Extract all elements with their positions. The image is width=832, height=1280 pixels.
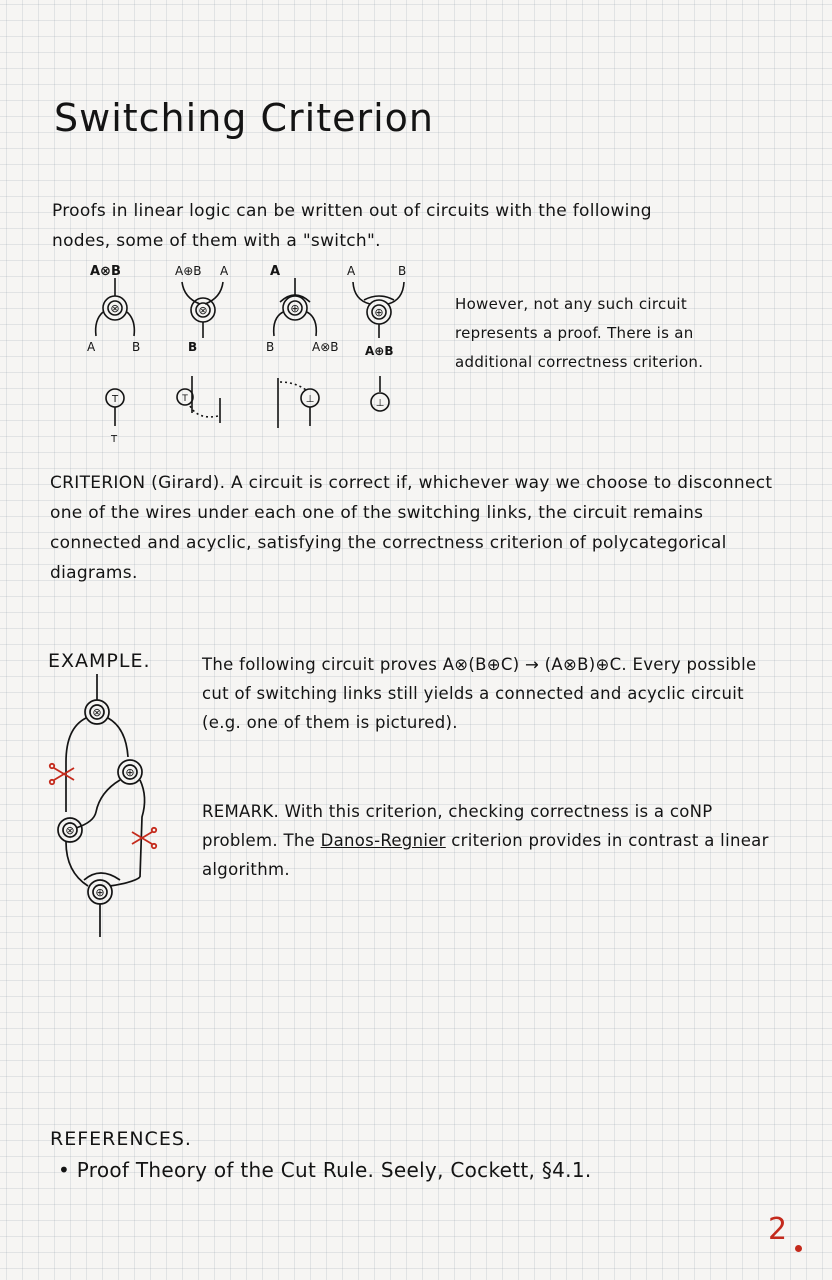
- node-diagrams: [70, 258, 440, 448]
- node-label: B: [398, 264, 407, 278]
- however-note: However, not any such circuit represents a proof. There is an additional correctness criterion.: [455, 295, 704, 371]
- plus-icon: ⊕: [125, 766, 135, 779]
- node-label: A: [347, 264, 356, 278]
- reference-item: • Proof Theory of the Cut Rule. Seely, Cockett, §4.1.: [58, 1158, 592, 1182]
- tensor-icon: ⊗: [65, 824, 75, 837]
- example-circuit: [40, 662, 170, 942]
- tensor-icon: ⊗: [92, 706, 102, 719]
- page-title: Switching Criterion: [54, 96, 434, 140]
- plus-switch-node-diagram: [347, 264, 406, 358]
- bottom-unit-switch-node: [278, 378, 319, 428]
- remark-text-end: criterion provides in contrast a linear algorithm.: [202, 831, 769, 879]
- tensor-icon: ⊗: [198, 304, 208, 317]
- node-label: A: [87, 340, 96, 354]
- node-label: A: [270, 264, 281, 279]
- node-label: A⊗B: [90, 264, 121, 279]
- bottom-icon: ⊥: [305, 394, 315, 405]
- plus-icon: ⊕: [95, 886, 105, 899]
- remark-paragraph: [202, 797, 772, 884]
- node-label: A⊗B: [312, 340, 339, 354]
- cut-mark: [132, 828, 156, 848]
- plus-icon: ⊕: [290, 302, 300, 315]
- plus-icon: ⊕: [374, 306, 384, 319]
- top-icon: T: [182, 394, 188, 404]
- bottom-icon: ⊥: [375, 398, 385, 409]
- danos-regnier-link: Danos-Regnier: [320, 831, 446, 850]
- tensor-icon: ⊗: [110, 302, 120, 315]
- top-icon: T: [111, 394, 119, 405]
- example-text: The following circuit proves A⊗(B⊕C) → (A⊗B)⊕C. Every possible cut of switching links still yields a connected and acyclic circuit (e.g. one of them is pictured).: [202, 655, 757, 732]
- page-number: 2: [768, 1212, 788, 1247]
- intro-paragraph: Proofs in linear logic can be written out of circuits with the following nodes, some of them with a "switch".: [52, 201, 652, 251]
- top-unit-node: [106, 389, 124, 445]
- remark-text: REMARK. With this criterion, checking correctness is a coNP problem. The: [202, 802, 713, 850]
- top-unit-switch-node: [177, 376, 220, 423]
- references-label: REFERENCES.: [50, 1128, 192, 1150]
- node-label: B: [132, 340, 141, 354]
- node-label: A: [220, 264, 229, 278]
- node-label: A⊕B: [365, 344, 394, 358]
- node-label: B: [266, 340, 275, 354]
- tensor-up-node-diagram: [175, 264, 229, 354]
- tensor-node-diagram: [87, 264, 140, 354]
- node-label: A⊕B: [175, 264, 202, 278]
- bottom-unit-node: [371, 376, 389, 411]
- node-label: T: [111, 434, 118, 445]
- example-label: EXAMPLE.: [48, 650, 151, 672]
- page-number-dot: [795, 1245, 802, 1252]
- criterion-paragraph: CRITERION (Girard). A circuit is correct if, whichever way we choose to disconnect one of the wires under each one of the switching links, the circuit remains connected and acyclic, satisfying the correctness criterion of polycategorical diagrams.: [50, 473, 773, 583]
- plus-node-diagram: [266, 264, 339, 354]
- node-label: B: [188, 340, 198, 354]
- cut-mark: [50, 764, 74, 784]
